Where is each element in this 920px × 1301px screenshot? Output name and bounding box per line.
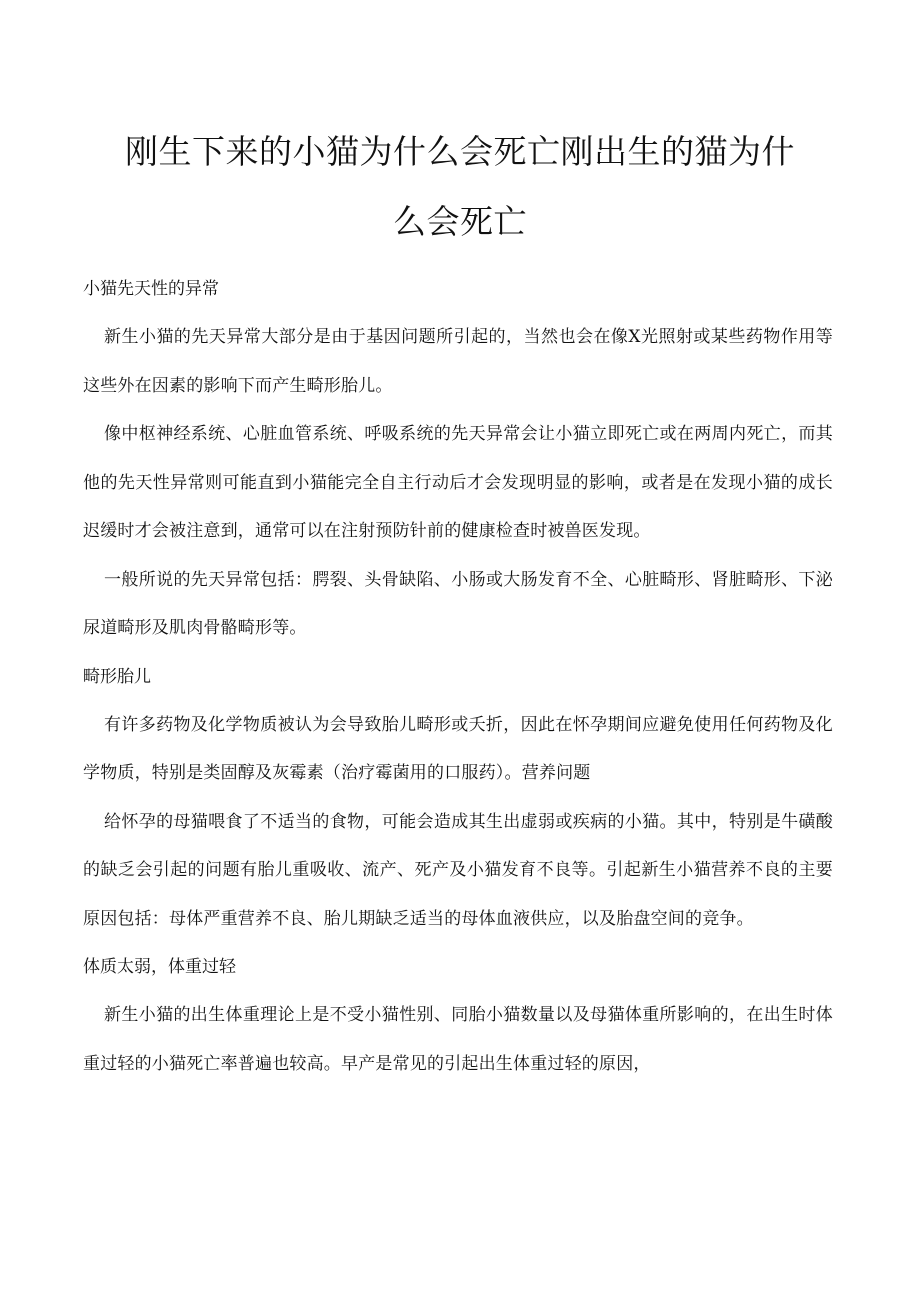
- paragraph-congenital-list: 一般所说的先天异常包括：腭裂、头骨缺陷、小肠或大肠发育不全、心脏畸形、肾脏畸形、下泌尿道畸形及肌肉骨骼畸形等。: [83, 569, 833, 638]
- paragraph-congenital-causes: 新生小猫的先天异常大部分是由于基因问题所引起的，当然也会在像X光照射或某些药物作用等这些外在因素的影响下而产生畸形胎儿。: [83, 327, 833, 396]
- document-body: [83, 265, 833, 1088]
- paragraph-nutrition: 给怀孕的母猫喂食了不适当的食物，可能会造成其生出虚弱或疾病的小猫。其中，特别是牛磺酸的缺乏会引起的问题有胎儿重吸收、流产、死产及小猫发育不良等。引起新生小猫营养不良的主要原因包括：母体严重营养不良、胎儿期缺乏适当的母体血液供应，以及胎盘空间的竞争。: [83, 811, 833, 929]
- document-title-line-1: 刚生下来的小猫为什么会死亡刚出生的猫为什: [125, 132, 795, 171]
- section-heading-malformed-fetus: 畸形胎儿: [83, 666, 151, 687]
- paragraph-drugs-chemicals: 有许多药物及化学物质被认为会导致胎儿畸形或夭折，因此在怀孕期间应避免使用任何药物及化学物质，特别是类固醇及灰霉素（治疗霉菌用的口服药）。营养问题: [83, 714, 833, 783]
- paragraph-congenital-effects: 像中枢神经系统、心脏血管系统、呼吸系统的先天异常会让小猫立即死亡或在两周内死亡，而其他的先天性异常则可能直到小猫能完全自主行动后才会发现明显的影响，或者是在发现小猫的成长迟缓时才会被注意到，通常可以在注射预防针前的健康检查时被兽医发现。: [83, 424, 833, 541]
- section-heading-congenital: 小猫先天性的异常: [83, 279, 219, 299]
- document-title-line-2: 么会死亡: [393, 202, 527, 241]
- section-heading-low-weight: 体质太弱，体重过轻: [83, 957, 236, 977]
- paragraph-birth-weight: 新生小猫的出生体重理论上是不受小猫性别、同胎小猫数量以及母猫体重所影响的，在出生时体重过轻的小猫死亡率普遍也较高。早产是常见的引起出生体重过轻的原因，: [83, 1005, 833, 1074]
